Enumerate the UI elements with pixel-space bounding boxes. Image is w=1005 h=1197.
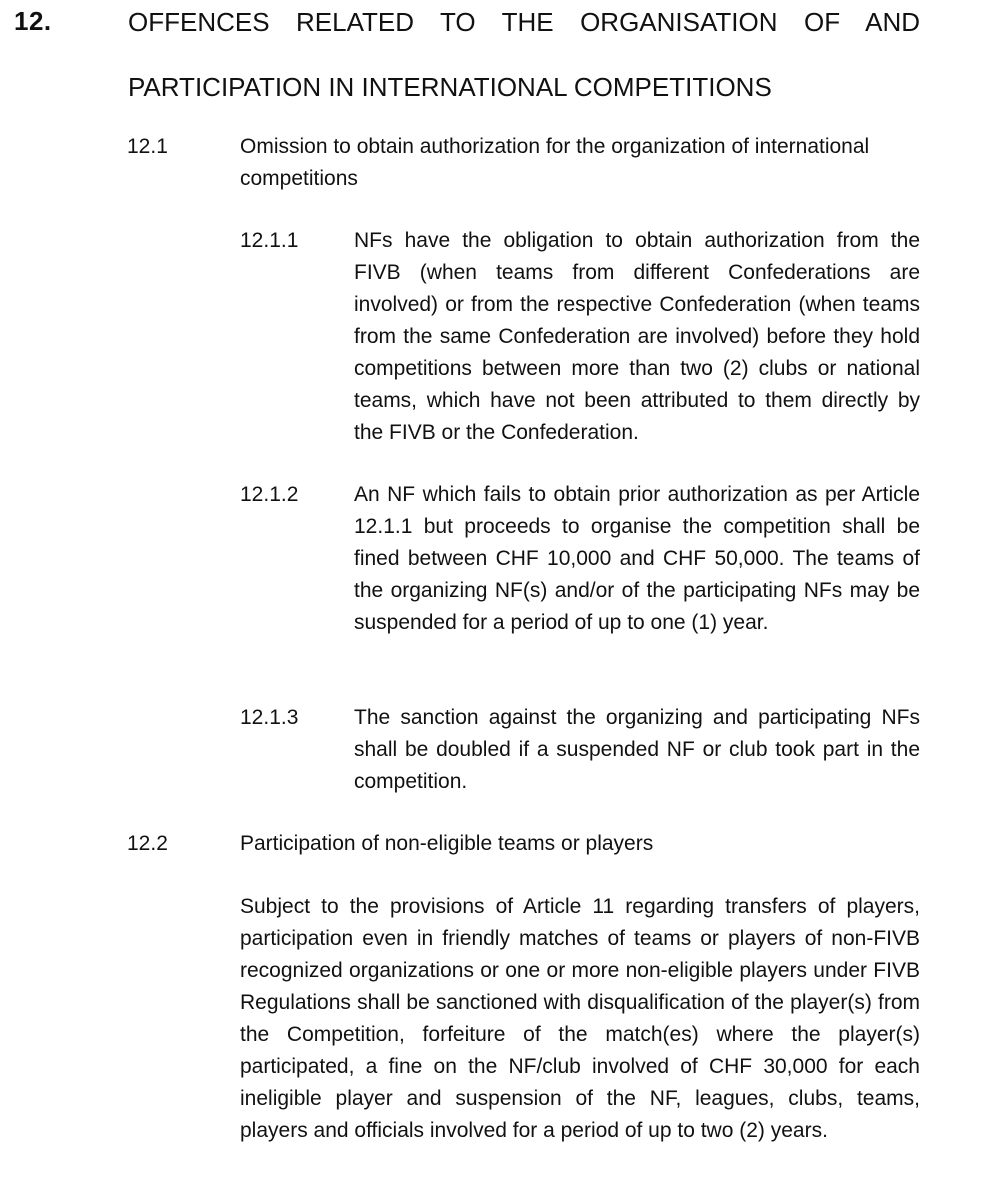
subsection-heading: Participation of non-eligible teams or players: [240, 832, 654, 855]
clause-text: An NF which fails to obtain prior authorization as per Article 12.1.1 but proceeds to organise the competition shall be fined between CHF 10,000 and CHF 50,000. The teams of the organizing NF(s) and/or of the participating NFs may be suspended for a period of up to one (1) year.: [354, 483, 920, 634]
clause-number: 12.1.3: [240, 706, 299, 729]
subsection-number: 12.1: [127, 135, 168, 158]
clause-number: 12.1.1: [240, 229, 299, 252]
clause-text: NFs have the obligation to obtain authorization from the FIVB (when teams from different Confederations are involved) or from the respective Confederation (when teams from the same Confederation are involved) before they hold competitions between more than two (2) clubs or national teams, which have not been attributed to them directly by the FIVB or the Confederation.: [354, 229, 920, 444]
section-number: 12.: [14, 6, 52, 36]
subsection-number: 12.2: [127, 832, 168, 855]
paragraph-text: Subject to the provisions of Article 11 regarding transfers of players, participation even in friendly matches of teams or players of non-FIVB recognized organizations or one or more non-eligible players under FIVB Regulations shall be sanctioned with disqualification of the player(s) from the Competition, forfeiture of the match(es) where the player(s) participated, a fine on the NF/club involved of CHF 30,000 for each ineligible player and suspension of the NF, leagues, clubs, teams, players and officials involved for a period of up to two (2) years.: [240, 895, 920, 1142]
section-title-line-1: OFFENCES RELATED TO THE ORGANISATION OF AND: [128, 7, 920, 37]
section-title: [128, 6, 920, 103]
clause-text: The sanction against the organizing and participating NFs shall be doubled if a suspended NF or club took part in the competition.: [354, 706, 920, 793]
subsection-heading: Omission to obtain authorization for the organization of international competitions: [240, 135, 870, 190]
clause-number: 12.1.2: [240, 483, 299, 506]
section-title-line-2: PARTICIPATION IN INTERNATIONAL COMPETITIONS: [128, 72, 772, 102]
